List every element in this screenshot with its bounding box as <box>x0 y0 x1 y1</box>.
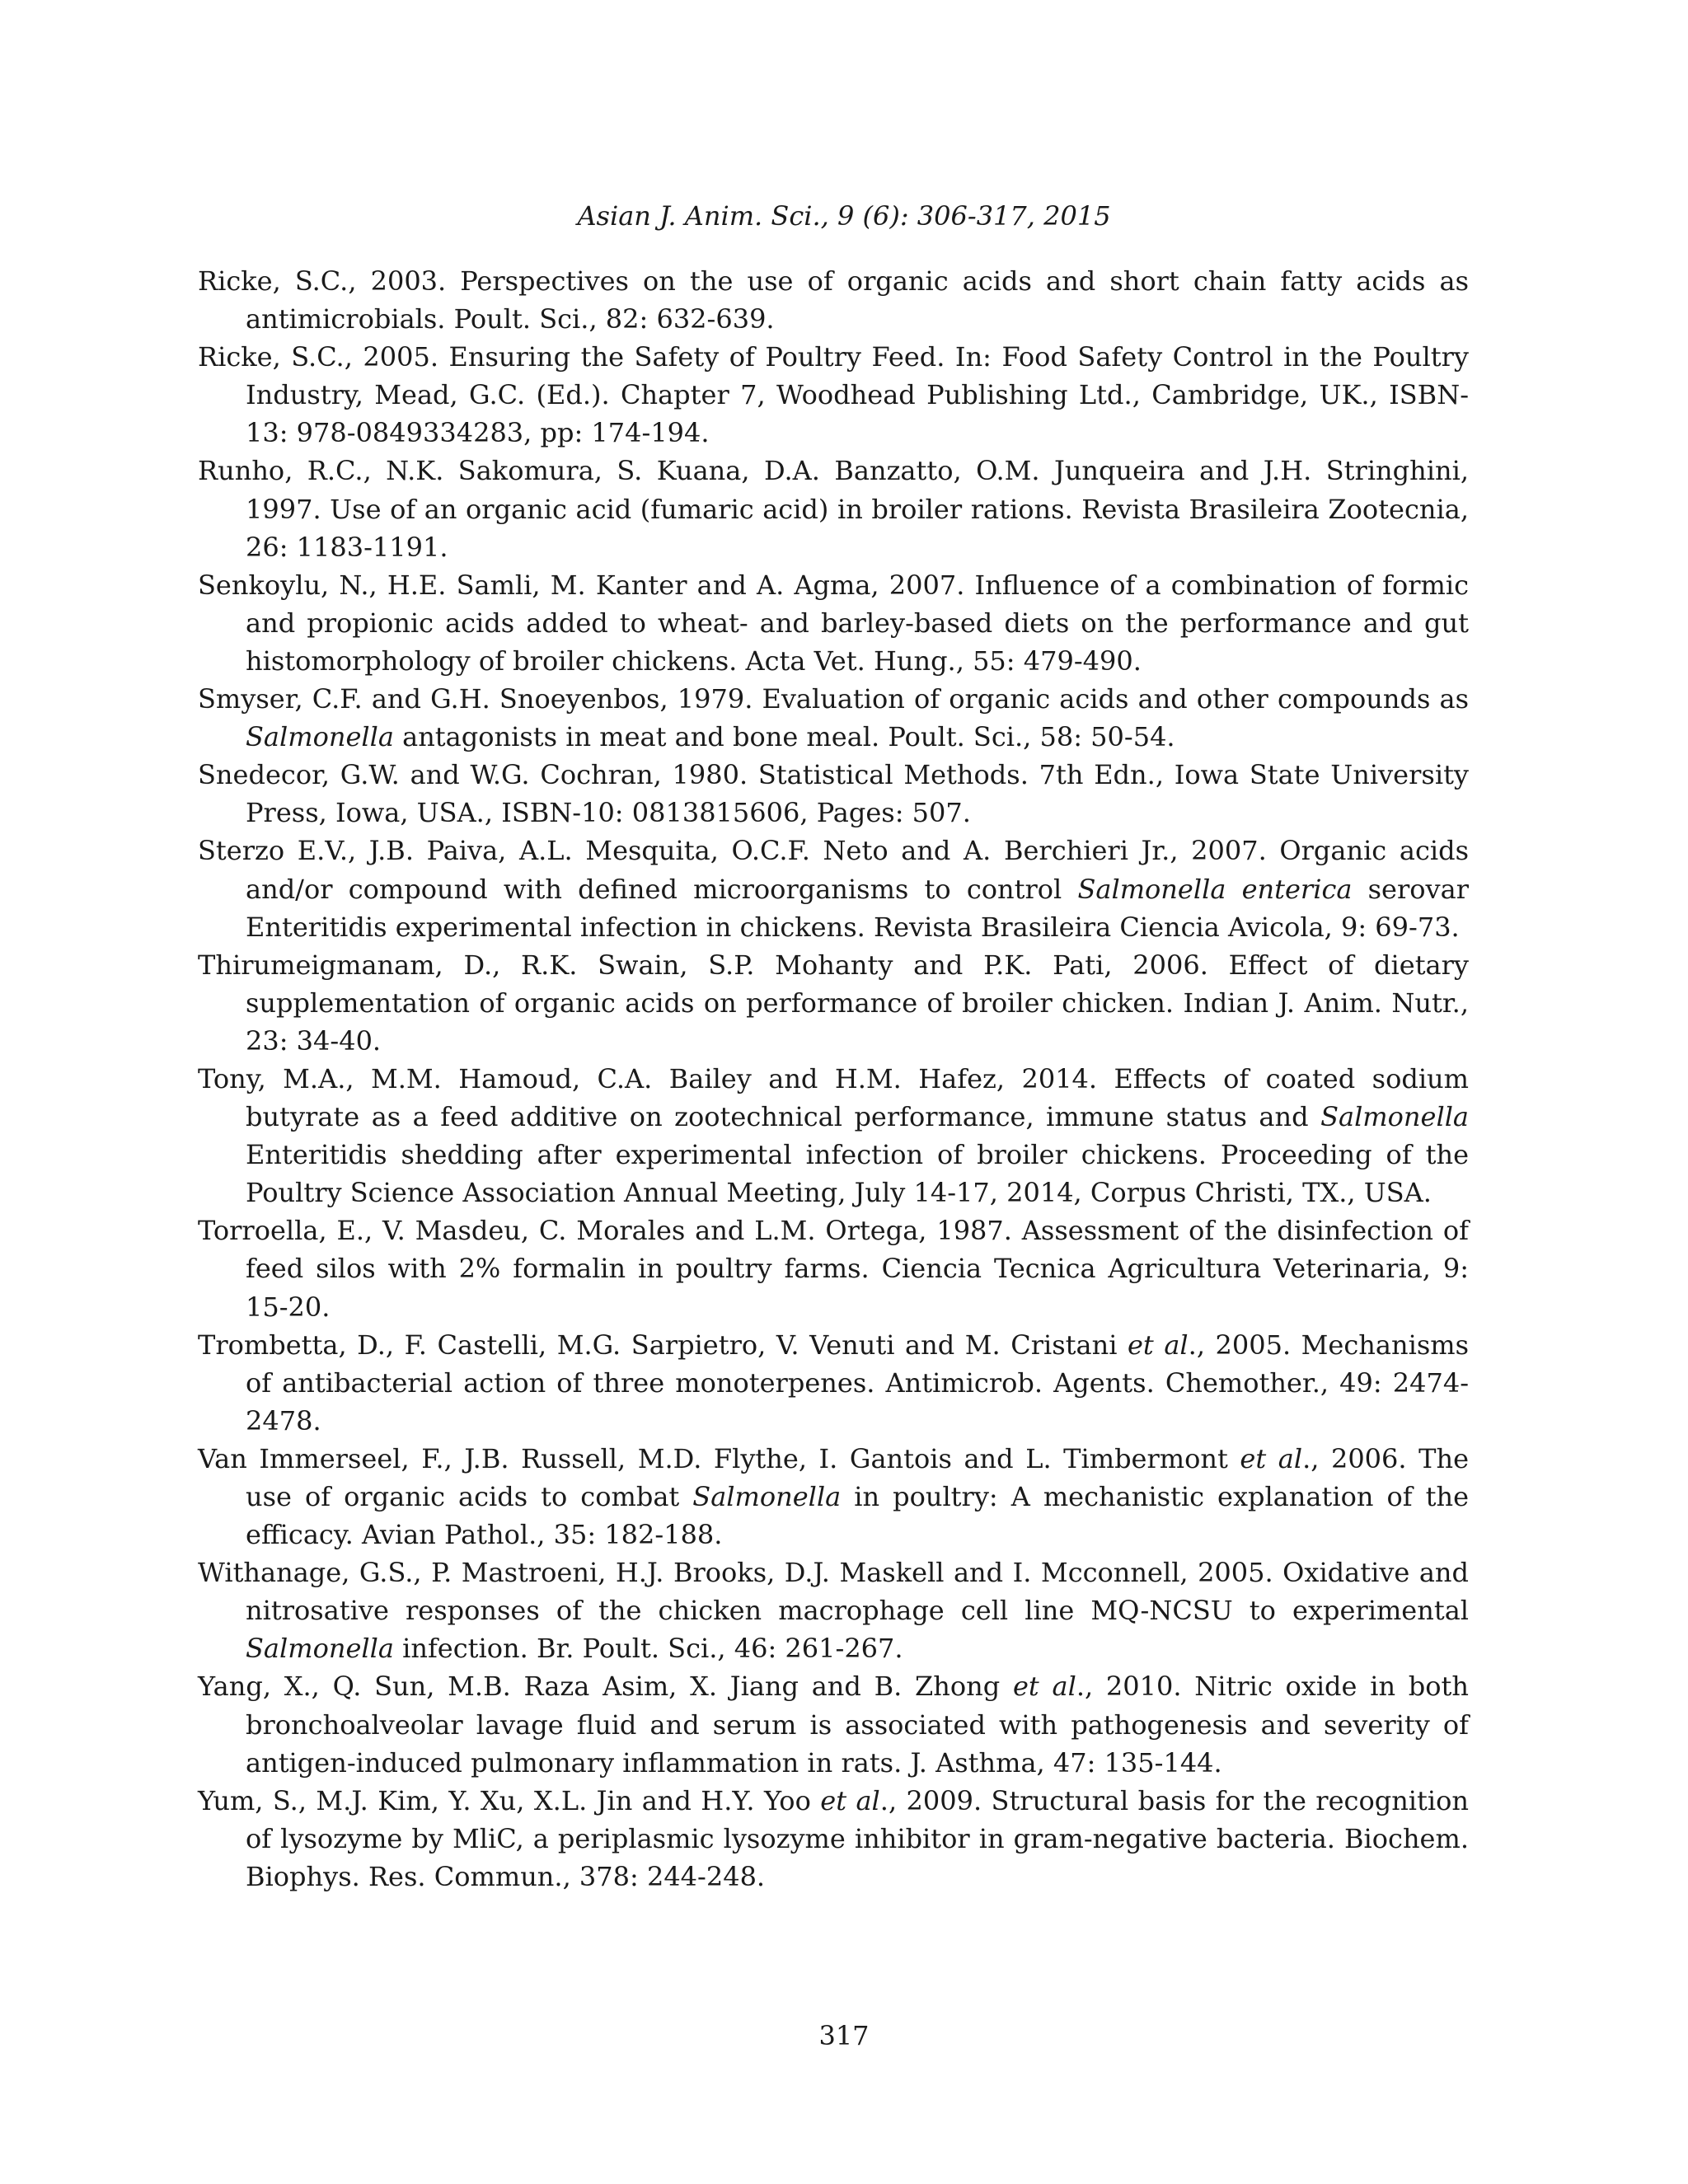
reference-item <box>198 1440 1469 1554</box>
species-name: Salmonella <box>1320 1101 1469 1133</box>
reference-text: antagonists in meat and bone meal. Poult. Sci., 58: 50-54. <box>393 721 1175 753</box>
reference-text: Trombetta, D., F. Castelli, M.G. Sarpietro, V. Venuti and M. Cristani <box>198 1329 1128 1361</box>
reference-text: Senkoylu, N., H.E. Samli, M. Kanter and A. Agma, 2007. Influence of a combination of formic and propionic acids added to wheat- and barley-based diets on the performance and gut histomorphology of broiler chickens. Acta Vet. Hung., 55: 479-490. <box>198 569 1469 677</box>
reference-text: Tony, M.A., M.M. Hamoud, C.A. Bailey and H.M. Hafez, 2014. Effects of coated sodium butyrate as a feed additive on zootechnical performance, immune status and <box>198 1062 1469 1133</box>
species-name: Salmonella <box>692 1481 842 1512</box>
reference-item <box>198 566 1469 680</box>
reference-text: Ricke, S.C., 2003. Perspectives on the use of organic acids and short chain fatty acids as antimicrobials. Poult. Sci., 82: 632-639. <box>198 265 1469 335</box>
reference-text: Enteritidis shedding after experimental infection of broiler chickens. Proceeding of the Poultry Science Association Annual Meeting, July 14-17, 2014, Corpus Christi, TX., USA. <box>246 1139 1469 1209</box>
reference-text: ., 2006. The use of organic acids to combat <box>246 1442 1470 1512</box>
reference-item <box>198 1060 1469 1212</box>
reference-text: Sterzo E.V., J.B. Paiva, A.L. Mesquita, O.C.F. Neto and A. Berchieri Jr., 2007. Organic acids and/or compound with defined microorganisms to control <box>198 835 1469 905</box>
reference-item <box>198 338 1469 452</box>
reference-text: ., 2010. Nitric oxide in both bronchoalveolar lavage fluid and serum is associated with pathogenesis and severity of antigen-induced pulmonary inflammation in rats. J. Asthma, 47: 135-144. <box>246 1671 1470 1779</box>
reference-text: Yang, X., Q. Sun, M.B. Raza Asim, X. Jiang and B. Zhong <box>198 1671 1013 1703</box>
et-al: et al <box>1012 1671 1076 1703</box>
reference-text: Van Immerseel, F., J.B. Russell, M.D. Flythe, I. Gantois and L. Timbermont <box>198 1442 1240 1474</box>
reference-text: Smyser, C.F. and G.H. Snoeyenbos, 1979. Evaluation of organic acids and other compounds as <box>198 683 1469 715</box>
species-name: Salmonella <box>246 1633 394 1665</box>
running-header: Asian J. Anim. Sci., 9 (6): 306-317, 2015 <box>577 200 1111 232</box>
reference-item <box>198 1554 1469 1667</box>
reference-item <box>198 680 1469 756</box>
et-al: et al <box>1127 1329 1189 1361</box>
reference-text: serovar Enteritidis experimental infection in chickens. Revista Brasileira Ciencia Avicola, 9: 69-73. <box>246 873 1470 943</box>
et-al: et al <box>820 1784 880 1816</box>
reference-text: infection. Br. Poult. Sci., 46: 261-267. <box>393 1633 903 1665</box>
reference-text: in poultry: A mechanistic explanation of the efficacy. Avian Pathol., 35: 182-188. <box>246 1481 1470 1551</box>
reference-list <box>198 262 1469 1896</box>
reference-item <box>198 262 1469 338</box>
reference-text: Torroella, E., V. Masdeu, C. Morales and L.M. Ortega, 1987. Assessment of the disinfection of feed silos with 2% formalin in poultry farms. Ciencia Tecnica Agricultura Veterinaria, 9: 15-20. <box>198 1215 1469 1323</box>
reference-item <box>198 1667 1469 1781</box>
reference-item <box>198 832 1469 945</box>
species-name: Salmonella enterica <box>1077 873 1353 905</box>
reference-text: ., 2009. Structural basis for the recognition of lysozyme by MliC, a periplasmic lysozyme inhibitor in gram-negative bacteria. Biochem. Biophys. Res. Commun., 378: 244-248. <box>246 1784 1470 1892</box>
page-number: 317 <box>818 2020 870 2051</box>
reference-item <box>198 946 1469 1060</box>
reference-text: Ricke, S.C., 2005. Ensuring the Safety of Poultry Feed. In: Food Safety Control in the Poultry Industry, Mead, G.C. (Ed.). Chapter 7, Woodhead Publishing Ltd., Cambridge, UK., ISBN-13: 978-0849334283, pp: 174-194. <box>198 341 1469 449</box>
reference-item <box>198 452 1469 565</box>
reference-item <box>198 1212 1469 1325</box>
reference-text: Yum, S., M.J. Kim, Y. Xu, X.L. Jin and H.Y. Yoo <box>198 1784 821 1816</box>
reference-item <box>198 1782 1469 1896</box>
reference-text: Withanage, G.S., P. Mastroeni, H.J. Brooks, D.J. Maskell and I. Mcconnell, 2005. Oxidative and nitrosative responses of the chicken macrophage cell line MQ-NCSU to experimental <box>198 1557 1469 1627</box>
reference-item <box>198 1326 1469 1440</box>
species-name: Salmonella <box>246 721 394 753</box>
reference-text: Snedecor, G.W. and W.G. Cochran, 1980. Statistical Methods. 7th Edn., Iowa State University Press, Iowa, USA., ISBN-10: 0813815606, Pages: 507. <box>198 759 1469 829</box>
reference-text: ., 2005. Mechanisms of antibacterial action of three monoterpenes. Antimicrob. Agents. Chemother., 49: 2474-2478. <box>246 1329 1470 1436</box>
reference-item <box>198 756 1469 832</box>
et-al: et al <box>1240 1442 1303 1474</box>
reference-text: Runho, R.C., N.K. Sakomura, S. Kuana, D.A. Banzatto, O.M. Junqueira and J.H. Stringhini, 1997. Use of an organic acid (fumaric acid) in broiler rations. Revista Brasileira Zootecnia, 26: 1183-1191. <box>198 455 1469 563</box>
reference-text: Thirumeigmanam, D., R.K. Swain, S.P. Mohanty and P.K. Pati, 2006. Effect of dietary supplementation of organic acids on performance of broiler chicken. Indian J. Anim. Nutr., 23: 34-40. <box>198 949 1469 1057</box>
